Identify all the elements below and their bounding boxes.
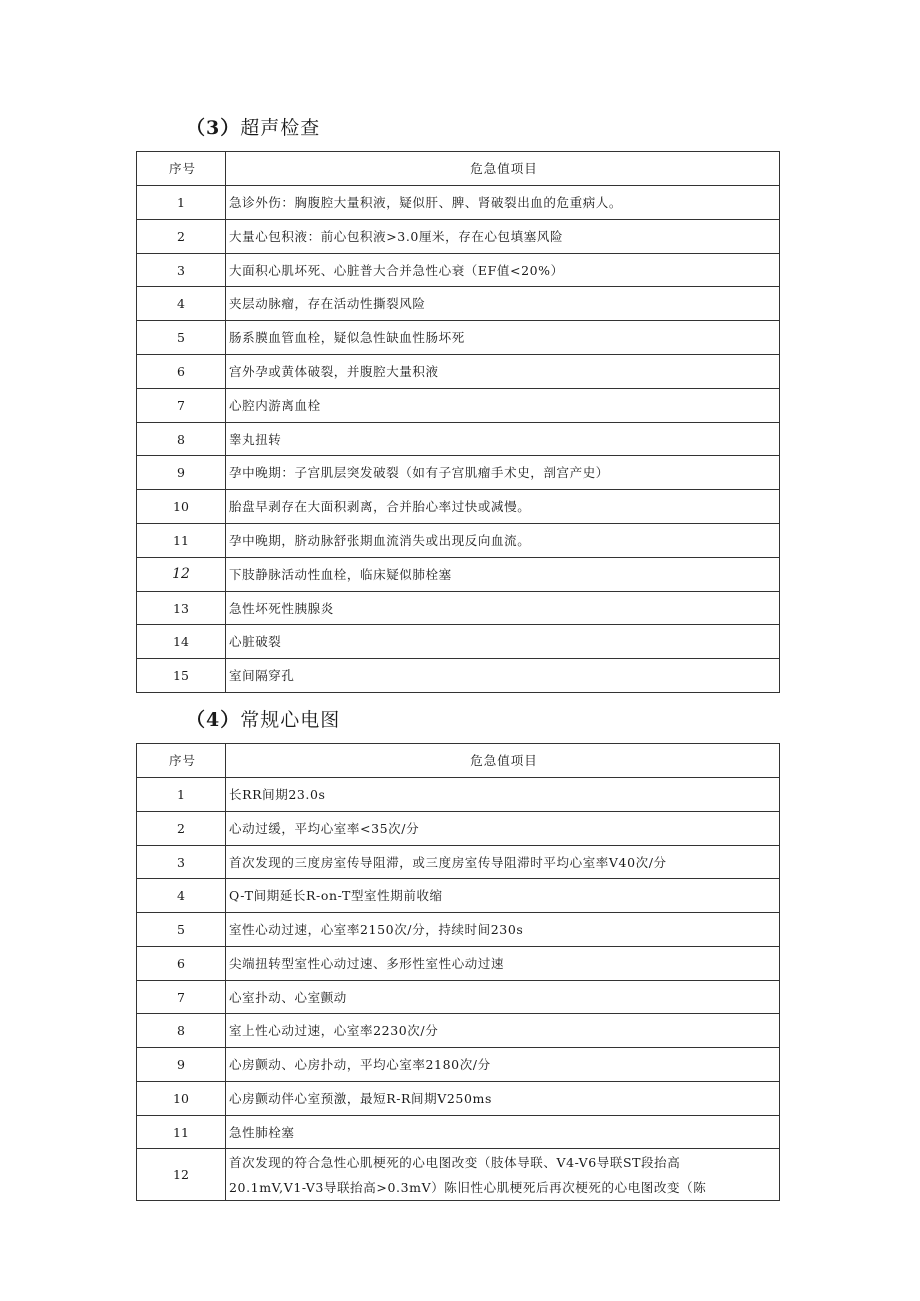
row-item: 心房颤动伴心室预激，最短R-R间期V250ms: [226, 1082, 780, 1116]
table-row: [137, 659, 780, 693]
table-row: [137, 1048, 780, 1082]
row-seq: 5: [137, 913, 226, 947]
row-item: 大量心包积液：前心包积液>3.0厘米，存在心包填塞风险: [226, 220, 780, 254]
row-item: 大面积心肌坏死、心脏普大合并急性心衰（EF值<20%）: [226, 254, 780, 287]
row-seq: 8: [137, 1014, 226, 1048]
table-row: [137, 254, 780, 287]
table-row: [137, 287, 780, 321]
row-seq: 3: [137, 846, 226, 879]
row-seq: 4: [137, 879, 226, 913]
table-row: [137, 778, 780, 812]
row-seq: 2: [137, 812, 226, 846]
section-title: 常规心电图: [240, 709, 341, 731]
table-row: [137, 558, 780, 592]
row-seq: 6: [137, 947, 226, 981]
table-row: [137, 1014, 780, 1048]
column-header-seq: 序号: [137, 152, 226, 186]
row-item: 室间隔穿孔: [226, 659, 780, 693]
column-header-item: 危急值项目: [226, 152, 780, 186]
table-row: [137, 524, 780, 558]
row-item: 急性坏死性胰腺炎: [226, 592, 780, 625]
row-item: 孕中晚期：子宫肌层突发破裂（如有子宫肌瘤手术史，剖宫产史）: [226, 456, 780, 490]
row-item-line: 首次发现的符合急性心肌梗死的心电图改变（肢体导联、V4-V6导联ST段抬高: [229, 1154, 681, 1170]
row-item: 心腔内游离血栓: [226, 389, 780, 423]
table-row: [137, 846, 780, 879]
row-item: 尖端扭转型室性心动过速、多形性室性心动过速: [226, 947, 780, 981]
row-item: 心房颤动、心房扑动，平均心室率2180次/分: [226, 1048, 780, 1082]
ecg-critical-values-table: [136, 743, 780, 1201]
section-heading-ultrasound: [186, 113, 320, 140]
row-seq: 9: [137, 1048, 226, 1082]
row-item: 心动过缓，平均心室率<35次/分: [226, 812, 780, 846]
row-item: 下肢静脉活动性血栓，临床疑似肺栓塞: [226, 558, 780, 592]
section-title: 超声检查: [240, 117, 321, 139]
table-row: [137, 1116, 780, 1149]
row-seq: 5: [137, 321, 226, 355]
table-header-row: [137, 744, 780, 778]
column-header-seq: 序号: [137, 744, 226, 778]
section-number: （3）: [186, 117, 241, 139]
table-header-row: [137, 152, 780, 186]
row-item-line: 20.1mV,V1-V3导联抬高>0.3mV）陈旧性心肌梗死后再次梗死的心电图改变（陈: [229, 1179, 707, 1195]
row-item: 肠系膜血管血栓，疑似急性缺血性肠坏死: [226, 321, 780, 355]
table-row: [137, 1082, 780, 1116]
row-item: 室上性心动过速，心室率2230次/分: [226, 1014, 780, 1048]
row-item: 心室扑动、心室颤动: [226, 981, 780, 1014]
row-item: 室性心动过速，心室率2150次/分，持续时间230s: [226, 913, 780, 947]
row-seq: 11: [137, 524, 226, 558]
row-item: 孕中晚期，脐动脉舒张期血流消失或出现反向血流。: [226, 524, 780, 558]
row-seq: 12: [137, 1149, 226, 1201]
row-item: 睾丸扭转: [226, 423, 780, 456]
row-seq: 11: [137, 1116, 226, 1149]
ultrasound-critical-values-table: [136, 151, 780, 693]
row-seq: 6: [137, 355, 226, 389]
row-seq: 7: [137, 981, 226, 1014]
column-header-item: 危急值项目: [226, 744, 780, 778]
table-row: [137, 592, 780, 625]
table-row: [137, 456, 780, 490]
row-seq: 10: [137, 490, 226, 524]
table-row: [137, 981, 780, 1014]
row-item: Q-T间期延长R-on-T型室性期前收缩: [226, 879, 780, 913]
row-seq: 1: [137, 186, 226, 220]
table-row: [137, 490, 780, 524]
table-row: [137, 355, 780, 389]
table-row: [137, 220, 780, 254]
row-seq: 3: [137, 254, 226, 287]
row-seq: 9: [137, 456, 226, 490]
row-item: 胎盘早剥存在大面积剥离，合并胎心率过快或减慢。: [226, 490, 780, 524]
table-row: [137, 879, 780, 913]
row-seq: 10: [137, 1082, 226, 1116]
table-row: [137, 625, 780, 659]
row-seq: 13: [137, 592, 226, 625]
row-item: 急性肺栓塞: [226, 1116, 780, 1149]
row-item: 心脏破裂: [226, 625, 780, 659]
section-number: （4）: [186, 709, 241, 731]
row-seq: 15: [137, 659, 226, 693]
table-row: [137, 389, 780, 423]
row-seq: 2: [137, 220, 226, 254]
table-row: [137, 423, 780, 456]
table-row: [137, 186, 780, 220]
table-row: [137, 1149, 780, 1201]
row-seq: 4: [137, 287, 226, 321]
row-seq: 8: [137, 423, 226, 456]
table-row: [137, 321, 780, 355]
row-seq: 1: [137, 778, 226, 812]
table-row: [137, 812, 780, 846]
row-seq: 14: [137, 625, 226, 659]
row-item: 急诊外伤：胸腹腔大量积液，疑似肝、脾、肾破裂出血的危重病人。: [226, 186, 780, 220]
row-item: 首次发现的三度房室传导阻滞，或三度房室传导阻滞时平均心室率V40次/分: [226, 846, 780, 879]
table-row: [137, 913, 780, 947]
row-item: 宫外孕或黄体破裂，并腹腔大量积液: [226, 355, 780, 389]
row-item: 夹层动脉瘤，存在活动性撕裂风险: [226, 287, 780, 321]
row-item: [226, 1149, 780, 1201]
row-seq: 7: [137, 389, 226, 423]
section-heading-ecg: [186, 705, 340, 732]
table-row: [137, 947, 780, 981]
row-item: 长RR间期23.0s: [226, 778, 780, 812]
row-seq: 12: [137, 558, 226, 592]
